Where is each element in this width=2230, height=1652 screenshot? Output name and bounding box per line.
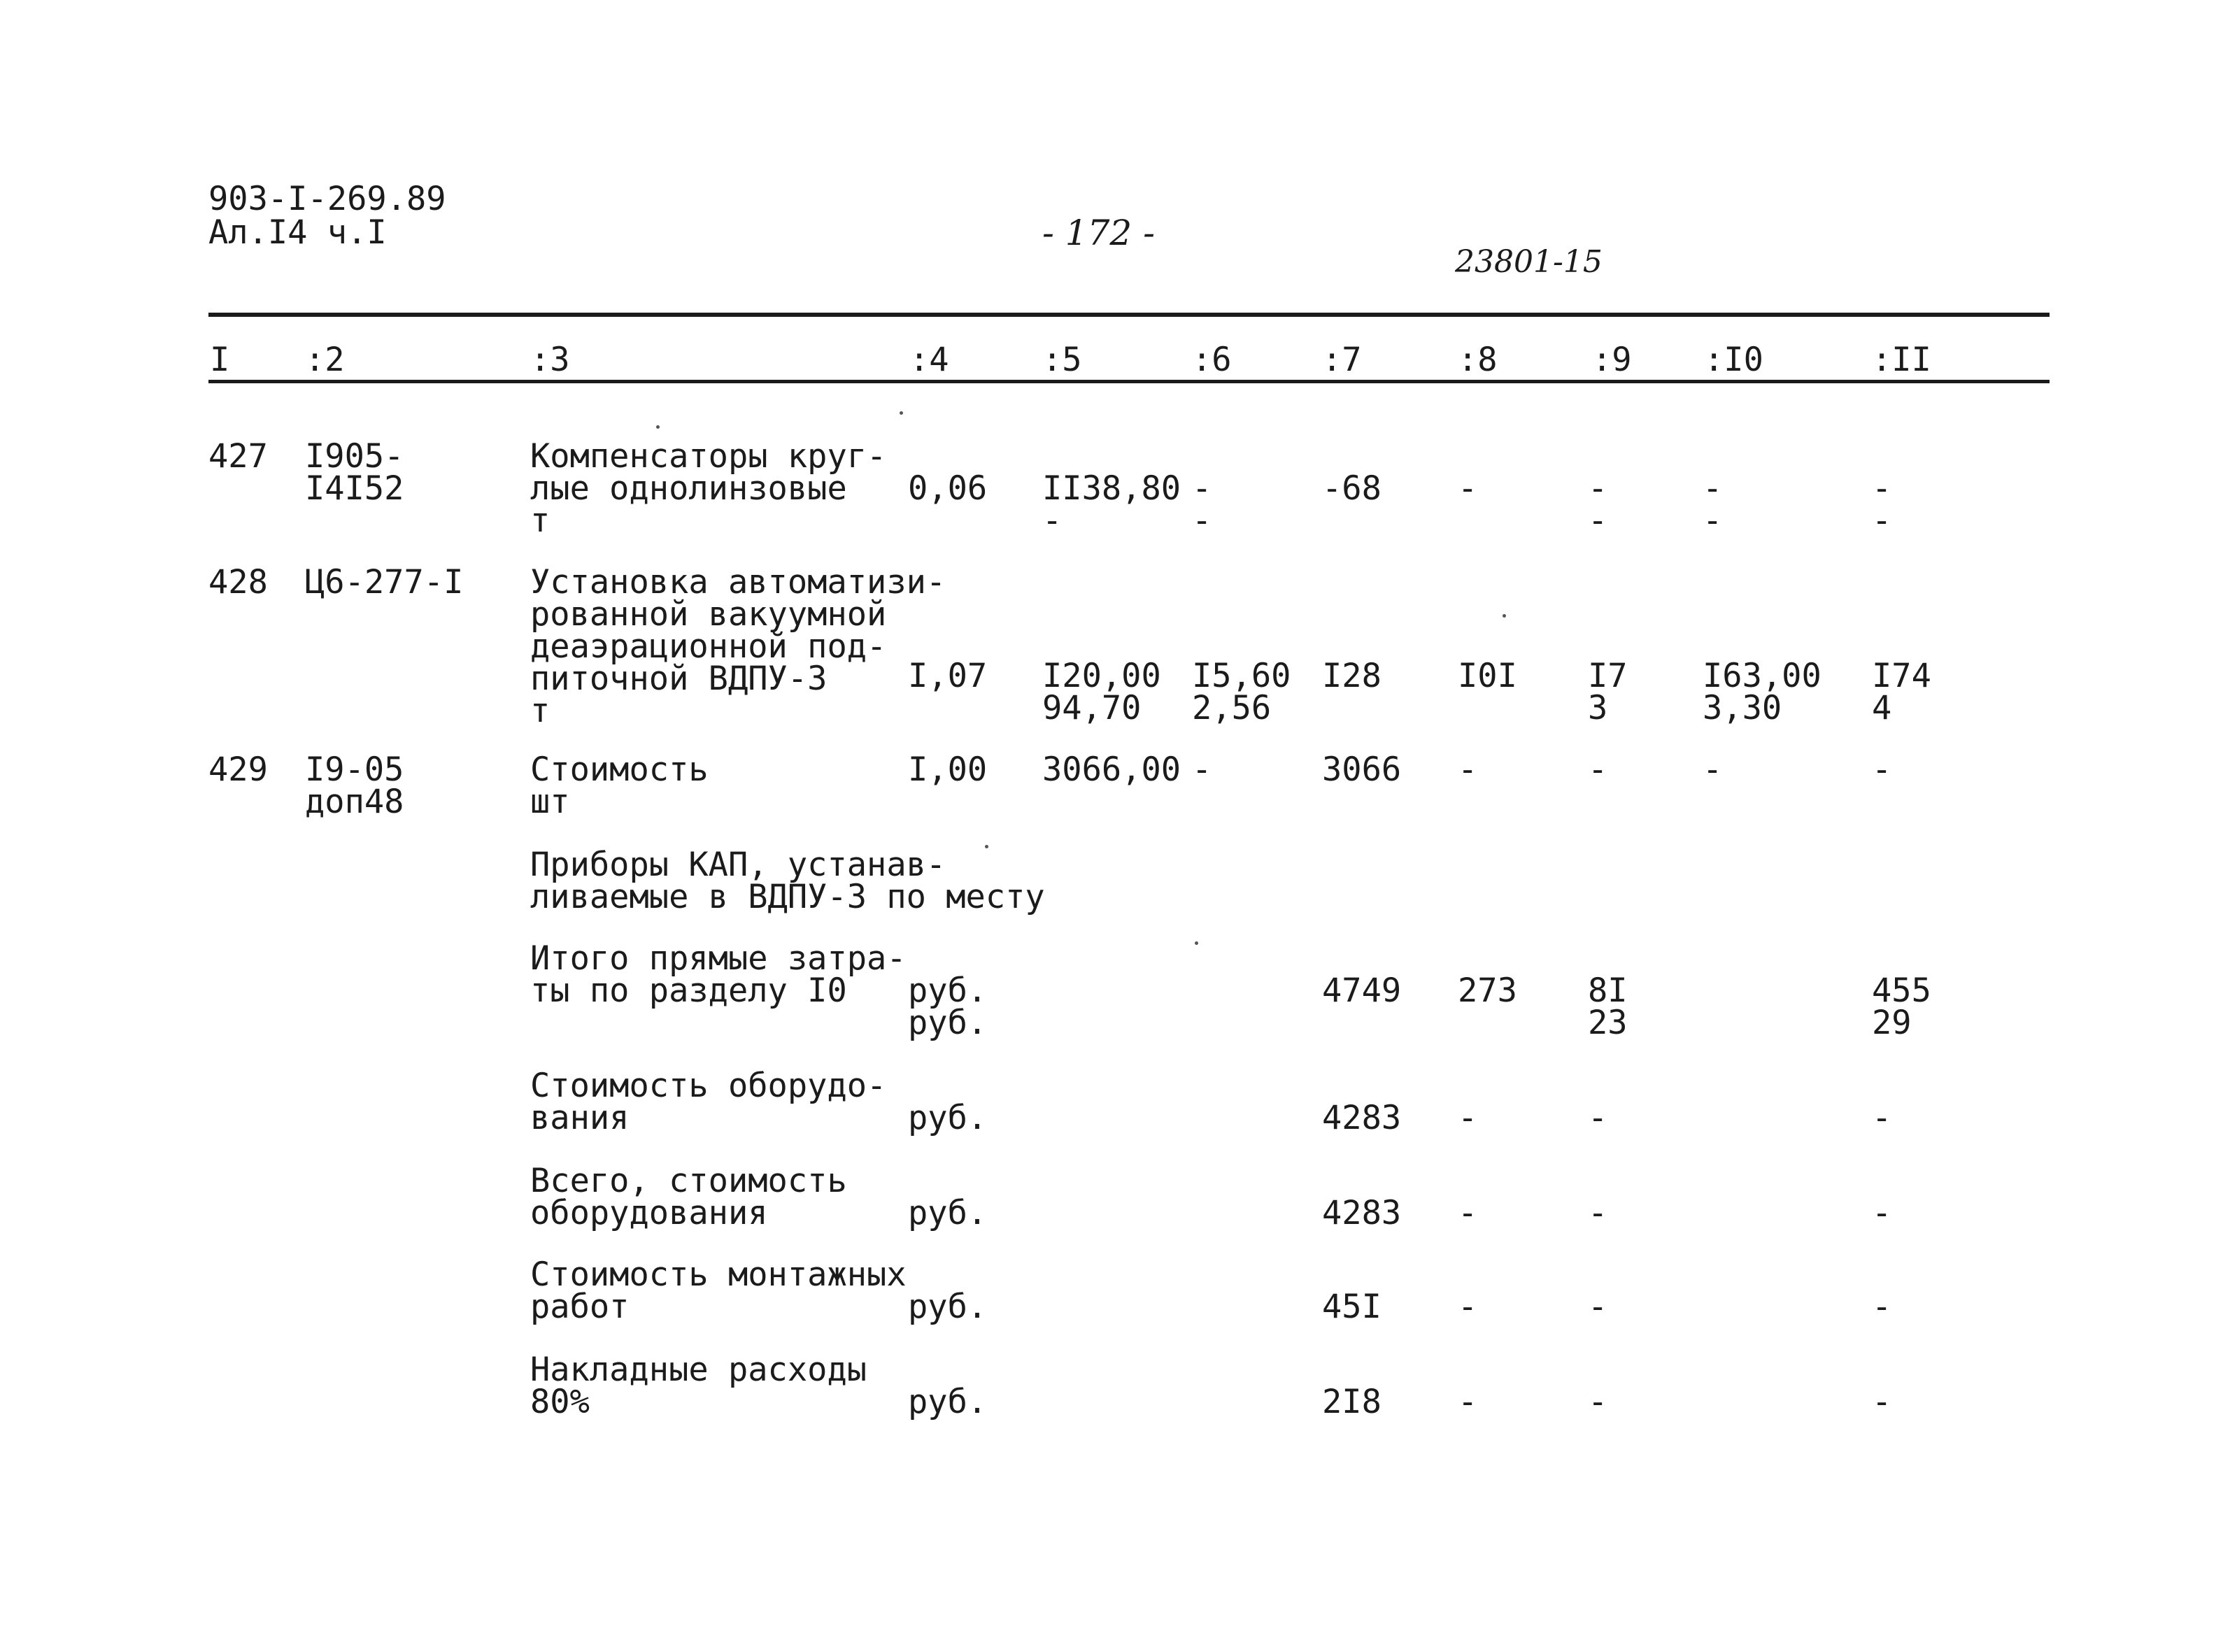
row-col8: - (1458, 469, 1478, 508)
summary-col7: 2I8 (1322, 1383, 1382, 1421)
summary-col7: 4283 (1322, 1194, 1402, 1232)
row-code: Ц6-277-I (305, 563, 464, 601)
column-header-9: :9 (1592, 341, 1632, 379)
summary-unit: руб. руб. (908, 971, 988, 1042)
section-note: Приборы КАП, устанав- ливаемые в ВДПУ-3 по месту (530, 846, 1045, 916)
row-col8: - (1458, 750, 1478, 789)
summary-unit: руб. (908, 1194, 988, 1232)
scan-speck (1503, 614, 1506, 618)
row-code: I9-05 доп48 (305, 750, 404, 821)
row-col6: I5,60 2,56 (1192, 657, 1291, 727)
row-col11: - - (1872, 469, 1892, 540)
summary-unit: руб. (908, 1099, 988, 1137)
table-top-rule (208, 313, 2050, 317)
column-header-5: :5 (1042, 341, 1082, 379)
summary-label: Всего, стоимость оборудования (530, 1162, 847, 1232)
summary-col7: 45I (1322, 1288, 1382, 1326)
row-name: Компенсаторы круг- лые однолинзовые т (530, 437, 887, 540)
scan-speck (656, 425, 660, 429)
summary-col9: - (1588, 1383, 1608, 1421)
row-col10: - (1703, 750, 1723, 789)
column-header-2: :2 (305, 341, 345, 379)
summary-col11: - (1872, 1099, 1892, 1137)
row-code: I905- I4I52 (305, 437, 404, 508)
summary-label: Стоимость монтажных работ (530, 1255, 907, 1326)
column-header-4: :4 (909, 341, 949, 379)
page-number: - 172 - (1042, 213, 1156, 253)
row-col7: I28 (1322, 657, 1382, 695)
scan-speck (985, 845, 988, 848)
row-col10: - - (1703, 469, 1723, 540)
column-header-8: :8 (1458, 341, 1498, 379)
summary-label: Стоимость оборудо- вания (530, 1067, 887, 1137)
inventory-number: 23801-15 (1455, 244, 1603, 280)
column-header-10: :I0 (1704, 341, 1763, 379)
summary-col7: 4749 (1322, 971, 1402, 1010)
row-col5: II38,80 - (1042, 469, 1181, 540)
scan-speck (900, 411, 903, 415)
summary-label: Накладные расходы 80% (530, 1351, 867, 1421)
row-col8: I0I (1458, 657, 1517, 695)
row-number: 427 (208, 437, 268, 476)
column-header-3: :3 (530, 341, 570, 379)
row-quantity: I,00 (908, 750, 988, 789)
summary-col7: 4283 (1322, 1099, 1402, 1137)
row-col5: 3066,00 (1042, 750, 1181, 789)
row-quantity: I,07 (908, 657, 988, 695)
row-col5: I20,00 94,70 (1042, 657, 1161, 727)
summary-col8: 273 (1458, 971, 1517, 1010)
summary-unit: руб. (908, 1383, 988, 1421)
summary-col8: - (1458, 1383, 1478, 1421)
row-col6: - - (1192, 469, 1212, 540)
column-header-7: :7 (1322, 341, 1362, 379)
row-number: 429 (208, 750, 268, 789)
row-col7: 3066 (1322, 750, 1402, 789)
row-name: Установка автоматизи- рованной вакуумной деаэрационной под- питочной ВДПУ-3 т (530, 563, 946, 730)
row-quantity: 0,06 (908, 469, 988, 508)
row-col11: - (1872, 750, 1892, 789)
summary-col11: - (1872, 1383, 1892, 1421)
summary-col8: - (1458, 1099, 1478, 1137)
summary-col11: 455 29 (1872, 971, 1931, 1042)
row-col9: - - (1588, 469, 1608, 540)
column-header-11: :II (1872, 341, 1931, 379)
row-col10: I63,00 3,30 (1703, 657, 1821, 727)
summary-col9: 8I 23 (1588, 971, 1628, 1042)
summary-col8: - (1458, 1288, 1478, 1326)
row-col9: I7 3 (1588, 657, 1628, 727)
row-col6: - (1192, 750, 1212, 789)
column-header-1: I (210, 341, 230, 379)
summary-col9: - (1588, 1099, 1608, 1137)
row-name: Стоимость шт (530, 750, 709, 821)
summary-col8: - (1458, 1194, 1478, 1232)
row-col7: -68 (1322, 469, 1382, 508)
row-col9: - (1588, 750, 1608, 789)
summary-col11: - (1872, 1194, 1892, 1232)
column-header-6: :6 (1192, 341, 1232, 379)
summary-col9: - (1588, 1288, 1608, 1326)
summary-col9: - (1588, 1194, 1608, 1232)
summary-unit: руб. (908, 1288, 988, 1326)
summary-col11: - (1872, 1288, 1892, 1326)
scan-speck (1195, 941, 1198, 945)
document-code: 903-I-269.89 (208, 180, 446, 218)
row-number: 428 (208, 563, 268, 601)
table-header-rule (208, 380, 2050, 383)
row-col11: I74 4 (1872, 657, 1931, 727)
summary-label: Итого прямые затра- ты по разделу I0 (530, 939, 907, 1010)
album-reference: Ал.I4 ч.I (208, 213, 387, 252)
